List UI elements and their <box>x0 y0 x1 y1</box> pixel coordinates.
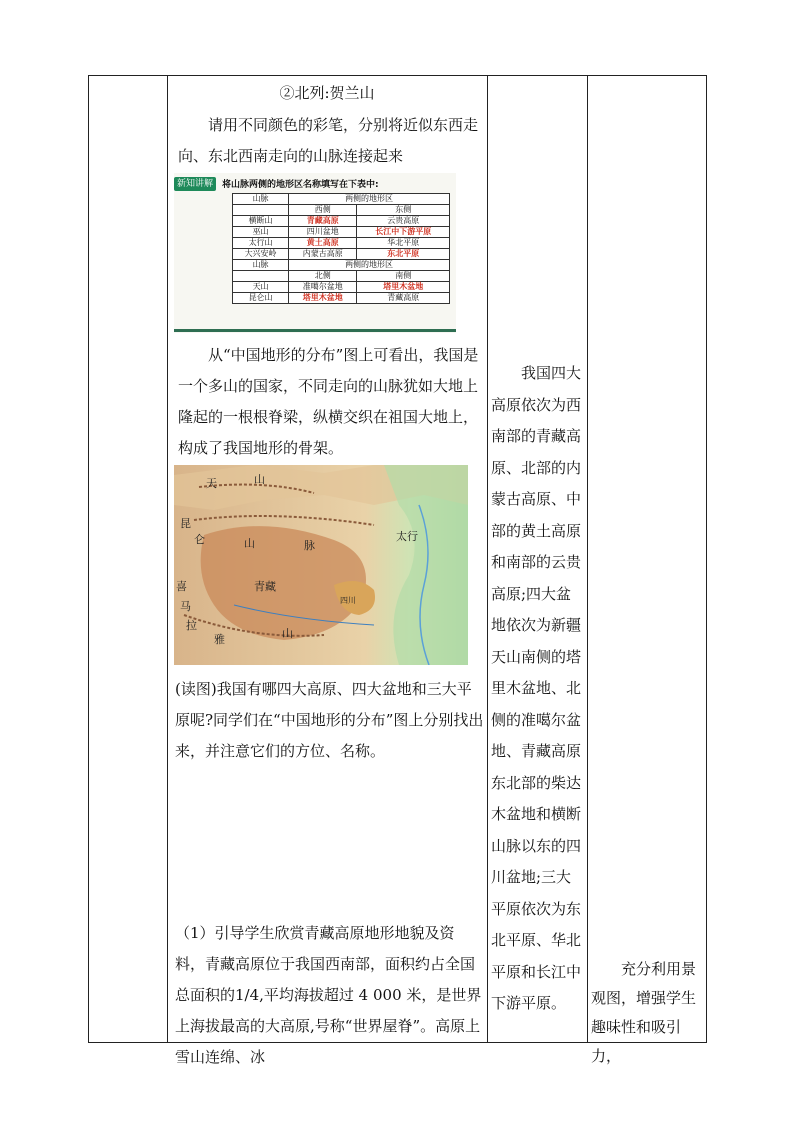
map-label-taihang: 太行 <box>396 530 418 543</box>
mountain-north-line: ②北列:贺兰山 <box>279 84 375 102</box>
table-right-border <box>706 75 707 1043</box>
table-row: 昆仑山 塔里木盆地 青藏高原 <box>233 293 450 304</box>
table-row: 大兴安岭 内蒙古高原 东北平原 <box>233 249 450 260</box>
map-label-tian: 天 <box>206 477 217 490</box>
map-label-qingzang: 青藏 <box>254 580 276 593</box>
map-label-kun: 昆 <box>180 517 191 530</box>
design-intent: 充分利用景观图，增强学生趣味性和吸引力， <box>591 960 697 1065</box>
map-label-mai: 脉 <box>304 539 315 552</box>
map-label-ma: 马 <box>180 600 191 613</box>
map-label-xi: 喜 <box>176 580 187 593</box>
china-terrain-map <box>174 465 468 665</box>
table-row: 山脉 两侧的地形区 <box>233 194 450 205</box>
guide-paragraph: （1）引导学生欣赏青藏高原地形地貌及资料，青藏高原位于我国西南部，面积约占全国总面积的1/4,平均海拔超过 4 000 米，是世界上海拔最高的大高原,号称“世界屋脊”。高原上雪山连绵、冰 <box>175 924 482 1066</box>
figure-bottom-bar <box>174 329 456 332</box>
column-divider-1 <box>167 75 168 1043</box>
table-top-border <box>88 75 707 76</box>
table-row: 天山 准噶尔盆地 塔里木盆地 <box>233 282 450 293</box>
terrain-grid <box>232 193 450 304</box>
map-label-sichuan: 四川 <box>340 596 356 605</box>
read-map-question: (读图)我国有哪四大高原、四大盆地和三大平原呢?同学们在“中国地形的分布”图上分别找出来，并注意它们的方位、名称。 <box>175 680 484 760</box>
map-label-mountain: 山 <box>282 627 293 640</box>
new-knowledge-badge: 新知讲解 <box>174 177 216 191</box>
table-left-border <box>88 75 89 1043</box>
map-label-shan: 山 <box>254 473 265 486</box>
table-row: 太行山 黄土高原 华北平原 <box>233 238 450 249</box>
table-row: 西侧 东侧 <box>233 205 450 216</box>
student-answer: 我国四大高原依次为西南部的青藏高原、北部的内蒙古高原、中部的黄土高原和南部的云贵高原;四大盆地依次为新疆天山南侧的塔里木盆地、北侧的准噶尔盆地、青藏高原东北部的柴达木盆地和横断山脉以东的四川盆地;三大平原依次为东北平原、华北平原和长江中下游平原。 <box>491 364 582 1012</box>
table-row: 北侧 南侧 <box>233 271 450 282</box>
map-label-ya: 雅 <box>214 633 225 646</box>
instruction-paragraph: 请用不同颜色的彩笔，分别将近似东西走向、东北西南走向的山脉连接起来 <box>178 116 479 165</box>
figure-caption: 将山脉两侧的地形区名称填写在下表中: <box>222 180 379 190</box>
map-label-kunlun-shan: 山 <box>244 537 255 550</box>
map-label-lun: 仑 <box>194 533 205 546</box>
column-divider-2 <box>487 75 488 1043</box>
map-label-la: 拉 <box>186 619 197 632</box>
column-divider-3 <box>587 75 588 1043</box>
terrain-table-figure <box>174 173 456 333</box>
table-row: 山脉 两侧的地形区 <box>233 260 450 271</box>
table-row: 巫山 四川盆地 长江中下游平原 <box>233 227 450 238</box>
table-row: 横断山 青藏高原 云贵高原 <box>233 216 450 227</box>
skeleton-paragraph: 从“中国地形的分布”图上可看出，我国是一个多山的国家，不同走向的山脉犹如大地上隆起的一根根脊梁，纵横交织在祖国大地上，构成了我国地形的骨架。 <box>178 346 479 457</box>
